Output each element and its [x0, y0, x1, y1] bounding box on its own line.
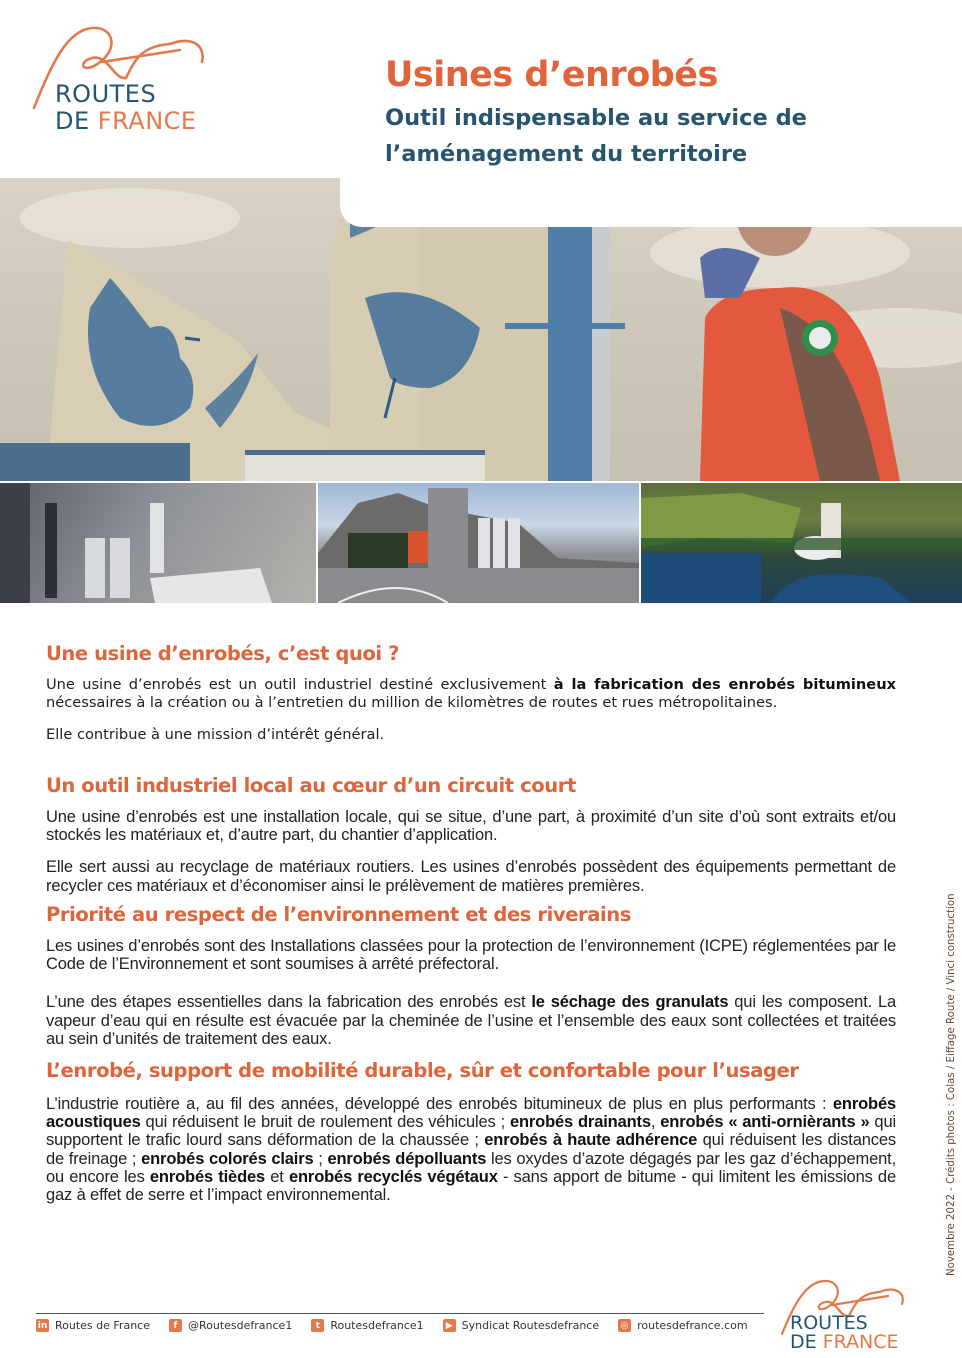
section-paragraph: Une usine d’enrobés est une installation locale, qui se situe, d’une part, à proximité d’un site d’où sont extraits et/ou stockés les matériaux et, d’autre part, du chantier d’application. — [46, 808, 896, 845]
section-heading: Un outil industriel local au cœur d’un circuit court — [46, 774, 576, 797]
website-icon: ◎ — [618, 1319, 631, 1332]
footer-logo — [780, 1276, 930, 1356]
twitter-icon: t — [311, 1319, 324, 1332]
section-what-is — [46, 640, 896, 745]
section-environment — [46, 901, 896, 1048]
routes-de-france-logo — [30, 22, 210, 137]
aerial-plant-photo — [0, 483, 316, 603]
page-title: Usines d’enrobés — [385, 55, 718, 95]
youtube-icon: ▶ — [443, 1319, 456, 1332]
footer-link-website[interactable]: ◎ routesdefrance.com — [618, 1319, 747, 1332]
footer-link-youtube[interactable]: ▶ Syndicat Routesdefrance — [443, 1319, 599, 1332]
section-heading: Une usine d’enrobés, c’est quoi ? — [46, 642, 400, 665]
logo-text-de-france: DE FRANCE — [790, 1331, 899, 1353]
lakeside-plant-photo — [641, 483, 962, 603]
facebook-icon: f — [169, 1319, 182, 1332]
section-paragraph: Les usines d’enrobés sont des Installations classées pour la protection de l’environnement (ICPE) réglementées par le Code de l’Environnement et sont soumises à arrêté préfectoral. — [46, 937, 896, 974]
section-paragraph: L’une des étapes essentielles dans la fabrication des enrobés est le séchage des granulats qui les composent. La vapeur d’eau qui en résulte est évacuée par la cheminée de l’usine et l’ensemble des eaux sont collectées et traitées au sein d’unités de traitement des eaux. — [46, 993, 897, 1048]
footer-link-linkedin[interactable]: in Routes de France — [37, 1319, 150, 1332]
mountain-plant-photo — [318, 483, 638, 603]
page-subtitle: Outil indispensable au service de l’aménagement du territoire — [385, 105, 807, 167]
section-paragraph: L’industrie routière a, au fil des années, développé des enrobés bitumineux de plus en plus performants : enrobés acoustiques qui réduisent le bruit de roulement des véhicules ; enrobés drainants, enrobés « anti-ornièrants » qui supportent le trafic lourd sans déformation de la chaussée ; enrobés à haute adhérence qui réduisent les distances de freinage ; enrobés colorés clairs ; enrobés dépolluants les oxydes d’azote dégagés par les gaz d’échappement, ou encore les enrobés tièdes et enrobés recyclés végétaux - sans apport de bitume - qui limitent les émissions de gaz à effet de serre et l’impact environnemental. — [46, 1095, 896, 1205]
section-local-tool — [46, 772, 896, 895]
logo-text-routes: ROUTES — [55, 80, 157, 108]
section-heading: L’enrobé, support de mobilité durable, sûr et confortable pour l’usager — [46, 1059, 799, 1082]
footer-social-links — [36, 1319, 767, 1332]
linkedin-icon: in — [37, 1320, 48, 1331]
photo-strip — [0, 483, 962, 603]
logo-text-de-france: DE FRANCE — [55, 107, 197, 135]
footer-link-facebook[interactable]: f @Routesdefrance1 — [169, 1319, 292, 1332]
logo-text-routes: ROUTES — [790, 1312, 868, 1334]
section-paragraph: Elle contribue à une mission d’intérêt général. — [46, 726, 385, 744]
section-paragraph: Une usine d’enrobés est un outil industriel destiné exclusivement à la fabrication des enrobés bitumineux nécessaires à la création ou à l’entretien du million de kilomètres de routes et rues métropolitaines. — [46, 676, 896, 712]
photo-credits: Novembre 2022 - Crédits photos : Colas / Eiffage Route / Vinci construction — [946, 893, 957, 1276]
section-mobility — [46, 1057, 896, 1204]
footer-divider — [36, 1313, 764, 1314]
section-heading: Priorité au respect de l’environnement et des riverains — [46, 903, 631, 926]
footer-link-twitter[interactable]: t Routesdefrance1 — [311, 1319, 423, 1332]
section-paragraph: Elle sert aussi au recyclage de matériaux routiers. Les usines d’enrobés possèdent des équipements permettant de recycler ces matériaux et d’économiser ainsi le prélèvement de matières premières. — [46, 858, 896, 895]
